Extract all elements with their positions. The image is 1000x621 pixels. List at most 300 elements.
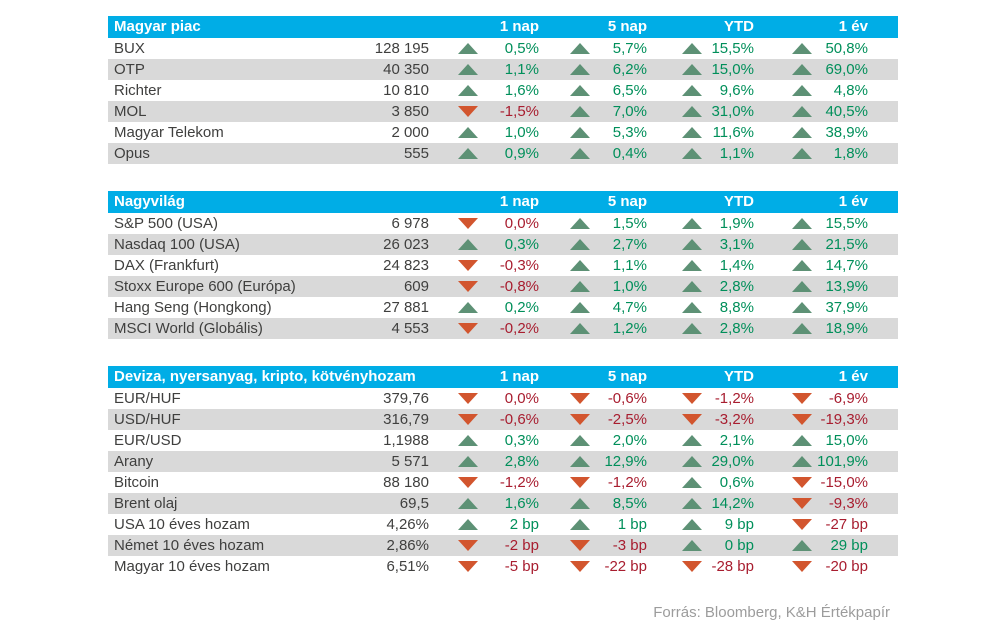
change-value: -0,2% xyxy=(499,320,539,337)
change-value: 2,7% xyxy=(612,236,647,253)
change-value: 14,2% xyxy=(711,495,754,512)
section-title: Nagyvilág xyxy=(114,193,185,210)
up-triangle-icon xyxy=(570,85,590,96)
down-triangle-icon xyxy=(570,477,590,488)
change-cell xyxy=(548,234,658,255)
change-cell xyxy=(658,213,768,234)
change-value: 1,1% xyxy=(504,61,539,78)
change-value: 15,0% xyxy=(825,432,868,449)
change-cell xyxy=(548,122,658,143)
down-triangle-icon xyxy=(792,393,812,404)
change-cell xyxy=(658,143,768,164)
change-cell xyxy=(768,122,898,143)
up-triangle-icon xyxy=(682,281,702,292)
change-value: 1,0% xyxy=(612,278,647,295)
change-value: 101,9% xyxy=(817,453,868,470)
up-triangle-icon xyxy=(792,64,812,75)
table-row xyxy=(108,38,898,59)
market-report xyxy=(108,16,898,621)
change-value: -19,3% xyxy=(820,411,868,428)
down-triangle-icon xyxy=(458,393,478,404)
up-triangle-icon xyxy=(792,218,812,229)
table-row xyxy=(108,535,898,556)
column-header-2: 5 nap xyxy=(607,193,647,210)
instrument-name: MOL xyxy=(114,103,147,120)
instrument-name: Brent olaj xyxy=(114,495,178,512)
up-triangle-icon xyxy=(570,218,590,229)
instrument-value: 69,5 xyxy=(399,495,429,512)
down-triangle-icon xyxy=(458,106,478,117)
column-header-3: YTD xyxy=(724,193,754,210)
column-header-1: 1 nap xyxy=(499,368,539,385)
change-value: 0,0% xyxy=(504,390,539,407)
down-triangle-icon xyxy=(570,561,590,572)
column-header-4: 1 év xyxy=(838,193,868,210)
up-triangle-icon xyxy=(682,498,702,509)
change-cell xyxy=(658,493,768,514)
change-cell xyxy=(442,451,548,472)
table-row xyxy=(108,472,898,493)
up-triangle-icon xyxy=(792,148,812,159)
up-triangle-icon xyxy=(570,127,590,138)
instrument-name: Magyar 10 éves hozam xyxy=(114,558,270,575)
change-cell xyxy=(768,143,898,164)
change-cell xyxy=(442,514,548,535)
instrument-name: S&P 500 (USA) xyxy=(114,215,218,232)
change-cell xyxy=(658,122,768,143)
change-cell xyxy=(768,493,898,514)
change-cell xyxy=(442,38,548,59)
column-header-4: 1 év xyxy=(838,368,868,385)
change-cell xyxy=(442,59,548,80)
instrument-value: 6 978 xyxy=(391,215,429,232)
column-header-2: 5 nap xyxy=(607,18,647,35)
change-cell xyxy=(658,388,768,409)
change-value: -0,8% xyxy=(499,278,539,295)
change-cell xyxy=(658,430,768,451)
down-triangle-icon xyxy=(458,540,478,551)
up-triangle-icon xyxy=(682,218,702,229)
table-row xyxy=(108,556,898,577)
table-row xyxy=(108,143,898,164)
change-cell xyxy=(658,297,768,318)
change-cell xyxy=(548,101,658,122)
up-triangle-icon xyxy=(458,519,478,530)
up-triangle-icon xyxy=(792,302,812,313)
change-value: 2,8% xyxy=(504,453,539,470)
table-row xyxy=(108,59,898,80)
change-value: -1,2% xyxy=(607,474,647,491)
instrument-name: OTP xyxy=(114,61,145,78)
change-cell xyxy=(442,143,548,164)
change-value: 1,1% xyxy=(719,145,754,162)
change-cell xyxy=(442,101,548,122)
change-cell xyxy=(442,318,548,339)
up-triangle-icon xyxy=(570,323,590,334)
table-row xyxy=(108,388,898,409)
up-triangle-icon xyxy=(570,281,590,292)
section-title: Magyar piac xyxy=(114,18,201,35)
change-cell xyxy=(658,451,768,472)
change-value: 1,9% xyxy=(719,215,754,232)
up-triangle-icon xyxy=(792,127,812,138)
instrument-value: 2 000 xyxy=(391,124,429,141)
change-value: -0,6% xyxy=(499,411,539,428)
instrument-name: DAX (Frankfurt) xyxy=(114,257,220,274)
change-cell xyxy=(442,493,548,514)
change-cell xyxy=(768,276,898,297)
change-cell xyxy=(658,59,768,80)
up-triangle-icon xyxy=(458,148,478,159)
up-triangle-icon xyxy=(458,498,478,509)
up-triangle-icon xyxy=(682,85,702,96)
instrument-value: 5 571 xyxy=(391,453,429,470)
change-value: 0,2% xyxy=(504,299,539,316)
change-value: 50,8% xyxy=(825,40,868,57)
change-cell xyxy=(768,59,898,80)
change-cell xyxy=(768,472,898,493)
table-header-row xyxy=(108,366,898,388)
change-cell xyxy=(548,451,658,472)
up-triangle-icon xyxy=(570,456,590,467)
change-cell xyxy=(548,213,658,234)
instrument-value: 555 xyxy=(403,145,429,162)
down-triangle-icon xyxy=(682,393,702,404)
change-cell xyxy=(548,409,658,430)
instrument-value: 26 023 xyxy=(383,236,429,253)
change-cell xyxy=(548,255,658,276)
change-cell xyxy=(548,38,658,59)
up-triangle-icon xyxy=(682,477,702,488)
change-value: 1,4% xyxy=(719,257,754,274)
down-triangle-icon xyxy=(682,414,702,425)
change-value: 15,0% xyxy=(711,61,754,78)
down-triangle-icon xyxy=(458,218,478,229)
table-row xyxy=(108,318,898,339)
change-cell xyxy=(442,276,548,297)
up-triangle-icon xyxy=(792,43,812,54)
change-cell xyxy=(658,556,768,577)
change-value: -28 bp xyxy=(711,558,754,575)
up-triangle-icon xyxy=(682,323,702,334)
change-value: 38,9% xyxy=(825,124,868,141)
change-value: -9,3% xyxy=(828,495,868,512)
change-cell xyxy=(548,493,658,514)
change-cell xyxy=(442,388,548,409)
change-cell xyxy=(548,514,658,535)
up-triangle-icon xyxy=(570,239,590,250)
instrument-name: Bitcoin xyxy=(114,474,160,491)
up-triangle-icon xyxy=(682,519,702,530)
change-value: 12,9% xyxy=(604,453,647,470)
column-header-3: YTD xyxy=(724,18,754,35)
instrument-value: 1,1988 xyxy=(383,432,429,449)
change-cell xyxy=(768,234,898,255)
instrument-name: Német 10 éves hozam xyxy=(114,537,265,554)
change-value: 0,3% xyxy=(504,432,539,449)
up-triangle-icon xyxy=(792,85,812,96)
change-value: 2,8% xyxy=(719,320,754,337)
up-triangle-icon xyxy=(682,456,702,467)
instrument-name: Magyar Telekom xyxy=(114,124,224,141)
up-triangle-icon xyxy=(570,498,590,509)
up-triangle-icon xyxy=(458,43,478,54)
source-note: Forrás: Bloomberg, K&H Értékpapír xyxy=(653,604,890,621)
table-row xyxy=(108,101,898,122)
up-triangle-icon xyxy=(458,302,478,313)
change-cell xyxy=(442,535,548,556)
change-cell xyxy=(442,255,548,276)
change-value: 1,0% xyxy=(504,124,539,141)
change-value: 15,5% xyxy=(711,40,754,57)
change-value: -2,5% xyxy=(607,411,647,428)
change-value: -3 bp xyxy=(612,537,647,554)
change-cell xyxy=(768,451,898,472)
change-cell xyxy=(768,255,898,276)
instrument-value: 24 823 xyxy=(383,257,429,274)
down-triangle-icon xyxy=(792,414,812,425)
change-value: 2,0% xyxy=(612,432,647,449)
down-triangle-icon xyxy=(682,561,702,572)
change-value: 0,5% xyxy=(504,40,539,57)
up-triangle-icon xyxy=(792,456,812,467)
change-value: 0,9% xyxy=(504,145,539,162)
instrument-name: USA 10 éves hozam xyxy=(114,516,250,533)
change-cell xyxy=(658,472,768,493)
change-cell xyxy=(548,297,658,318)
down-triangle-icon xyxy=(570,414,590,425)
table-row xyxy=(108,514,898,535)
change-value: 1,6% xyxy=(504,82,539,99)
change-value: -0,3% xyxy=(499,257,539,274)
down-triangle-icon xyxy=(458,323,478,334)
down-triangle-icon xyxy=(458,477,478,488)
change-cell xyxy=(548,430,658,451)
change-cell xyxy=(548,318,658,339)
change-value: 2,1% xyxy=(719,432,754,449)
up-triangle-icon xyxy=(570,148,590,159)
change-value: -22 bp xyxy=(604,558,647,575)
change-value: 21,5% xyxy=(825,236,868,253)
change-cell xyxy=(442,234,548,255)
change-value: -15,0% xyxy=(820,474,868,491)
instrument-value: 316,79 xyxy=(383,411,429,428)
up-triangle-icon xyxy=(458,435,478,446)
change-cell xyxy=(658,234,768,255)
change-value: -6,9% xyxy=(828,390,868,407)
change-cell xyxy=(442,430,548,451)
instrument-value: 88 180 xyxy=(383,474,429,491)
change-cell xyxy=(768,535,898,556)
instrument-name: EUR/USD xyxy=(114,432,182,449)
table-row xyxy=(108,451,898,472)
up-triangle-icon xyxy=(792,281,812,292)
column-header-1: 1 nap xyxy=(499,18,539,35)
instrument-name: USD/HUF xyxy=(114,411,181,428)
change-cell xyxy=(658,318,768,339)
change-cell xyxy=(768,318,898,339)
change-cell xyxy=(768,430,898,451)
table-row xyxy=(108,213,898,234)
up-triangle-icon xyxy=(682,435,702,446)
change-cell xyxy=(768,80,898,101)
table-row xyxy=(108,80,898,101)
up-triangle-icon xyxy=(792,260,812,271)
change-value: 11,6% xyxy=(712,124,754,141)
down-triangle-icon xyxy=(458,414,478,425)
down-triangle-icon xyxy=(792,477,812,488)
change-value: -3,2% xyxy=(714,411,754,428)
change-value: -1,2% xyxy=(714,390,754,407)
up-triangle-icon xyxy=(458,85,478,96)
change-value: 31,0% xyxy=(711,103,754,120)
table-row xyxy=(108,493,898,514)
change-cell xyxy=(768,213,898,234)
change-value: 29 bp xyxy=(830,537,868,554)
change-cell xyxy=(548,80,658,101)
instrument-name: MSCI World (Globális) xyxy=(114,320,263,337)
down-triangle-icon xyxy=(570,393,590,404)
change-value: 7,0% xyxy=(612,103,647,120)
change-value: 0,4% xyxy=(612,145,647,162)
change-value: 1,2% xyxy=(612,320,647,337)
up-triangle-icon xyxy=(682,239,702,250)
change-value: 1 bp xyxy=(617,516,647,533)
change-cell xyxy=(768,409,898,430)
instrument-name: Nasdaq 100 (USA) xyxy=(114,236,240,253)
change-cell xyxy=(548,472,658,493)
down-triangle-icon xyxy=(792,498,812,509)
up-triangle-icon xyxy=(792,106,812,117)
change-value: 0,6% xyxy=(719,474,754,491)
change-cell xyxy=(658,80,768,101)
up-triangle-icon xyxy=(458,456,478,467)
down-triangle-icon xyxy=(458,281,478,292)
change-value: 1,5% xyxy=(612,215,647,232)
change-cell xyxy=(548,535,658,556)
change-cell xyxy=(548,556,658,577)
instrument-name: Hang Seng (Hongkong) xyxy=(114,299,272,316)
change-value: -2 bp xyxy=(504,537,539,554)
change-value: -1,2% xyxy=(499,474,539,491)
instrument-name: EUR/HUF xyxy=(114,390,181,407)
change-value: 18,9% xyxy=(825,320,868,337)
column-header-2: 5 nap xyxy=(607,368,647,385)
instrument-value: 2,86% xyxy=(386,537,429,554)
table-row xyxy=(108,255,898,276)
change-value: 37,9% xyxy=(825,299,868,316)
change-value: -5 bp xyxy=(504,558,539,575)
change-value: -0,6% xyxy=(607,390,647,407)
change-value: 8,5% xyxy=(612,495,647,512)
change-cell xyxy=(548,276,658,297)
change-cell xyxy=(768,38,898,59)
change-value: 6,5% xyxy=(612,82,647,99)
change-value: 2,8% xyxy=(719,278,754,295)
change-value: 9,6% xyxy=(719,82,754,99)
instrument-name: BUX xyxy=(114,40,145,57)
report-tables xyxy=(108,16,898,577)
change-cell xyxy=(442,213,548,234)
column-header-3: YTD xyxy=(724,368,754,385)
up-triangle-icon xyxy=(570,64,590,75)
change-cell xyxy=(658,535,768,556)
up-triangle-icon xyxy=(570,519,590,530)
change-value: 69,0% xyxy=(825,61,868,78)
instrument-value: 4,26% xyxy=(386,516,429,533)
change-value: -27 bp xyxy=(825,516,868,533)
change-cell xyxy=(442,297,548,318)
change-value: 4,8% xyxy=(833,82,868,99)
up-triangle-icon xyxy=(682,148,702,159)
change-value: 13,9% xyxy=(825,278,868,295)
section-title: Deviza, nyersanyag, kripto, kötvényhozam xyxy=(114,368,416,385)
change-value: 29,0% xyxy=(711,453,754,470)
change-value: 40,5% xyxy=(825,103,868,120)
down-triangle-icon xyxy=(570,540,590,551)
down-triangle-icon xyxy=(458,561,478,572)
up-triangle-icon xyxy=(792,540,812,551)
instrument-name: Richter xyxy=(114,82,162,99)
change-value: 5,7% xyxy=(612,40,647,57)
up-triangle-icon xyxy=(682,540,702,551)
change-cell xyxy=(442,80,548,101)
change-cell xyxy=(768,101,898,122)
up-triangle-icon xyxy=(570,302,590,313)
down-triangle-icon xyxy=(792,519,812,530)
change-value: 2 bp xyxy=(509,516,539,533)
down-triangle-icon xyxy=(792,561,812,572)
up-triangle-icon xyxy=(570,435,590,446)
up-triangle-icon xyxy=(792,239,812,250)
up-triangle-icon xyxy=(682,106,702,117)
change-value: 0,3% xyxy=(504,236,539,253)
table-row xyxy=(108,276,898,297)
instrument-name: Opus xyxy=(114,145,150,162)
instrument-value: 4 553 xyxy=(391,320,429,337)
up-triangle-icon xyxy=(682,64,702,75)
change-value: 1,6% xyxy=(504,495,539,512)
change-cell xyxy=(658,409,768,430)
instrument-name: Stoxx Europe 600 (Európa) xyxy=(114,278,296,295)
change-value: 3,1% xyxy=(719,236,754,253)
change-cell xyxy=(768,297,898,318)
table-section-3 xyxy=(108,366,898,577)
instrument-name: Arany xyxy=(114,453,154,470)
up-triangle-icon xyxy=(570,260,590,271)
change-cell xyxy=(658,38,768,59)
table-row xyxy=(108,297,898,318)
instrument-value: 27 881 xyxy=(383,299,429,316)
change-value: 6,2% xyxy=(612,61,647,78)
change-value: 8,8% xyxy=(719,299,754,316)
instrument-value: 379,76 xyxy=(383,390,429,407)
change-cell xyxy=(768,388,898,409)
change-cell xyxy=(548,59,658,80)
change-cell xyxy=(768,514,898,535)
change-value: 4,7% xyxy=(612,299,647,316)
up-triangle-icon xyxy=(458,239,478,250)
column-header-4: 1 év xyxy=(838,18,868,35)
change-cell xyxy=(442,556,548,577)
instrument-value: 6,51% xyxy=(386,558,429,575)
table-row xyxy=(108,234,898,255)
up-triangle-icon xyxy=(792,323,812,334)
instrument-value: 10 810 xyxy=(383,82,429,99)
table-header-row xyxy=(108,16,898,38)
up-triangle-icon xyxy=(682,260,702,271)
change-cell xyxy=(658,276,768,297)
